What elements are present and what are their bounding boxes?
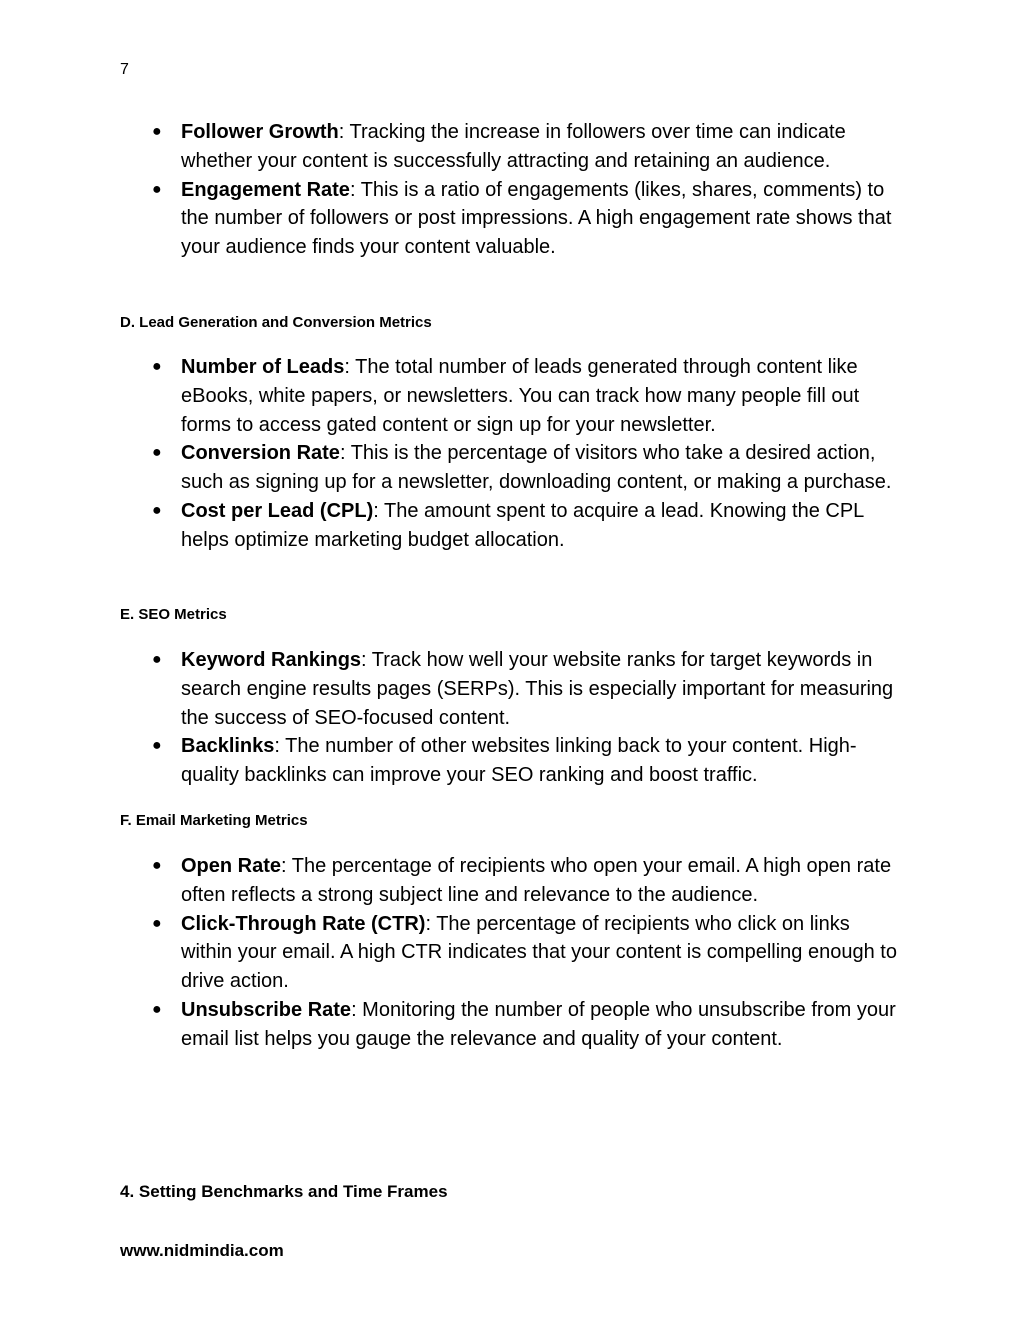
item-term: Cost per Lead (CPL) bbox=[181, 499, 374, 522]
bullet-icon: ● bbox=[152, 444, 162, 462]
item-text: : Monitoring the number of people who unsubscribe from your email list helps you gauge the relevance and quality of your content. bbox=[181, 998, 896, 1050]
page-number: 7 bbox=[120, 61, 129, 78]
bullet-icon: ● bbox=[152, 501, 162, 519]
list-item bbox=[0, 118, 1024, 176]
section-heading-email-marketing: F. Email Marketing Metrics bbox=[120, 812, 308, 829]
item-text: : This is the percentage of visitors who take a desired action, such as signing up for a newsletter, downloading content, or making a purchase. bbox=[181, 442, 892, 494]
item-term: Follower Growth bbox=[181, 121, 339, 143]
item-text: : The percentage of recipients who click on links within your email. A high CTR indicates that your content is compelling enough to drive action. bbox=[181, 912, 897, 993]
item-term: Open Rate bbox=[181, 855, 282, 877]
list-item bbox=[0, 497, 1024, 555]
bullet-icon: ● bbox=[152, 914, 162, 932]
bullet-icon: ● bbox=[152, 737, 162, 755]
footer-url: www.nidmindia.com bbox=[120, 1241, 284, 1260]
item-text: : The amount spent to acquire a lead. Knowing the CPL helps optimize marketing budget allocation. bbox=[181, 499, 864, 551]
list-item bbox=[0, 646, 1024, 732]
item-text: : The percentage of recipients who open your email. A high open rate often reflects a strong subject line and relevance to the audience. bbox=[181, 855, 892, 906]
bullet-icon: ● bbox=[152, 1000, 162, 1018]
bullet-icon: ● bbox=[152, 857, 162, 874]
list-item bbox=[0, 852, 1024, 910]
section-heading-lead-generation: D. Lead Generation and Conversion Metrics bbox=[120, 314, 432, 331]
social-metrics-list-block bbox=[0, 118, 1024, 262]
lead-metrics-list-block bbox=[0, 353, 1024, 555]
item-term: Number of Leads bbox=[181, 356, 345, 378]
bullet-icon: ● bbox=[152, 123, 162, 140]
bullet-icon: ● bbox=[152, 358, 162, 375]
email-metrics-list bbox=[0, 852, 1024, 1054]
list-item bbox=[0, 732, 1024, 790]
item-term: Click-Through Rate (CTR) bbox=[181, 912, 426, 935]
list-item bbox=[0, 353, 1024, 439]
section-heading-benchmarks: 4. Setting Benchmarks and Time Frames bbox=[120, 1182, 448, 1201]
list-item bbox=[0, 996, 1024, 1054]
bullet-icon: ● bbox=[152, 180, 162, 198]
bullet-icon: ● bbox=[152, 651, 162, 668]
email-metrics-list-block bbox=[0, 852, 1024, 1054]
section-heading-seo: E. SEO Metrics bbox=[120, 606, 227, 623]
list-item bbox=[0, 439, 1024, 497]
seo-metrics-list-block bbox=[0, 646, 1024, 790]
item-term: Conversion Rate bbox=[181, 442, 340, 465]
item-term: Backlinks bbox=[181, 735, 275, 758]
item-term: Keyword Rankings bbox=[181, 649, 362, 671]
item-text: : Track how well your website ranks for target keywords in search engine results pages (SERPs). This is especially important for measuring the success of SEO-focused content. bbox=[181, 649, 894, 729]
item-text: : This is a ratio of engagements (likes, shares, comments) to the number of followers or post impressions. A high engagement rate shows that your audience finds your content valuable. bbox=[181, 178, 892, 259]
item-text: : The number of other websites linking back to your content. High-quality backlinks can improve your SEO ranking and boost traffic. bbox=[181, 735, 857, 787]
social-metrics-list bbox=[0, 118, 1024, 262]
item-text: : Tracking the increase in followers over time can indicate whether your content is successfully attracting and retaining an audience. bbox=[181, 121, 846, 172]
item-term: Engagement Rate bbox=[181, 178, 350, 201]
lead-metrics-list bbox=[0, 353, 1024, 555]
item-term: Unsubscribe Rate bbox=[181, 998, 352, 1021]
item-text: : The total number of leads generated through content like eBooks, white papers, or newsletters. You can track how many people fill out forms to access gated content or sign up for your newsletter. bbox=[181, 356, 860, 436]
list-item bbox=[0, 910, 1024, 996]
list-item bbox=[0, 176, 1024, 262]
seo-metrics-list bbox=[0, 646, 1024, 790]
